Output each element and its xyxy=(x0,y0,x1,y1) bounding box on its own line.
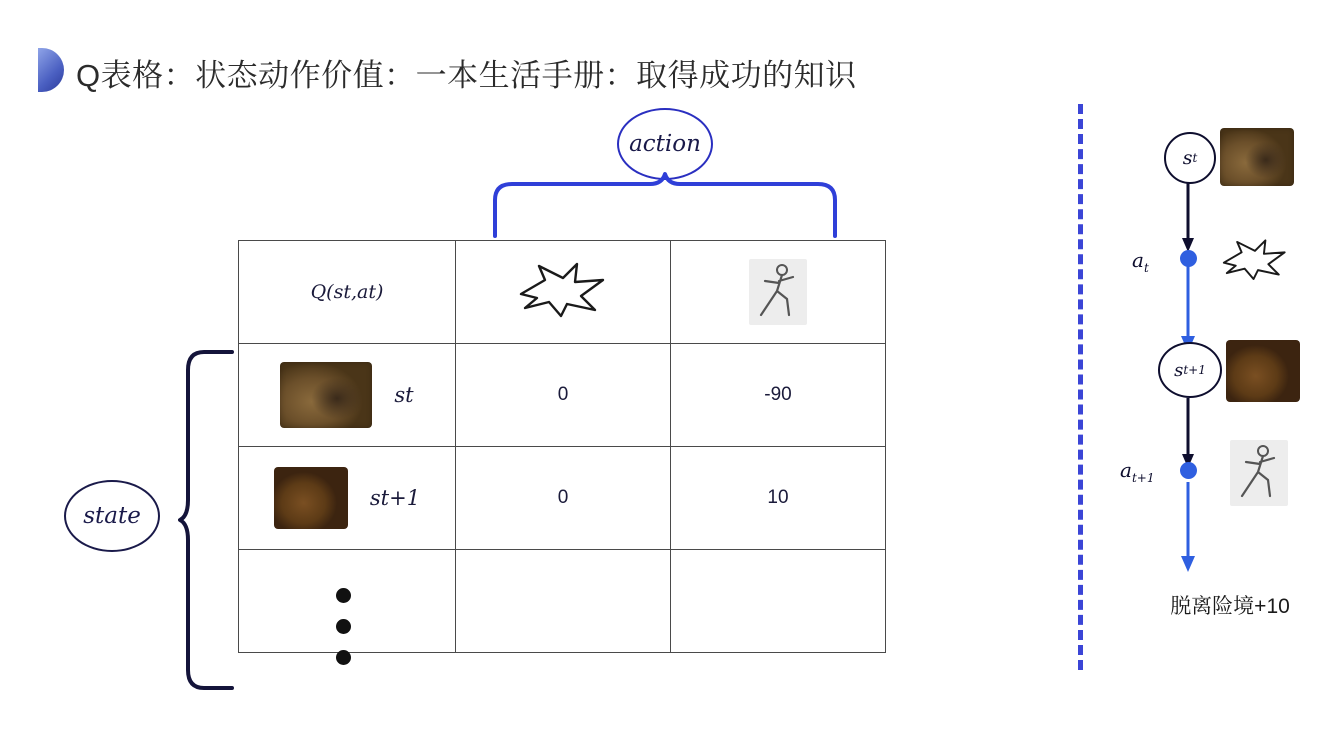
row-state-cell xyxy=(239,447,456,550)
chain-node-state-t1 xyxy=(1158,342,1222,398)
header-action-1 xyxy=(456,241,671,344)
header-action-2 xyxy=(671,241,886,344)
node-label: s xyxy=(1182,147,1193,169)
action-brace-icon xyxy=(490,170,840,240)
chain-caption: 脱离险境+10 xyxy=(1170,595,1290,618)
node-label: s xyxy=(1174,359,1184,381)
cell-value: 0 xyxy=(456,344,671,447)
node-label: a xyxy=(1120,458,1132,482)
ellipsis-cell xyxy=(456,550,671,653)
table-corner-cell xyxy=(239,241,456,344)
title-bullet-icon xyxy=(38,48,64,92)
chain-dot-action-t xyxy=(1180,250,1197,267)
node-sub: t+1 xyxy=(1131,471,1155,485)
chain-dot-action-t1 xyxy=(1180,462,1197,479)
row-state-cell xyxy=(239,344,456,447)
q-formula-label: Q(st,at) xyxy=(310,280,384,303)
table-row xyxy=(239,344,886,447)
arrow-fight-icon xyxy=(1216,236,1294,282)
state-symbol: st xyxy=(394,383,414,407)
cell-value: 10 xyxy=(671,447,886,550)
vertical-ellipsis-icon xyxy=(336,588,351,665)
bear-small-photo xyxy=(274,467,348,529)
node-sub: t+1 xyxy=(1183,363,1206,377)
chain-label-action-t1 xyxy=(1120,458,1154,485)
bear-small-photo xyxy=(1226,340,1300,402)
arrow-fight-icon xyxy=(515,258,611,320)
bear-roaring-photo xyxy=(280,362,372,428)
running-person-icon xyxy=(749,259,807,325)
table-row xyxy=(239,447,886,550)
table-header-row xyxy=(239,241,886,344)
section-divider xyxy=(1078,104,1083,670)
state-label-badge: state xyxy=(64,480,160,552)
bear-roaring-photo xyxy=(1220,128,1294,186)
cell-value: -90 xyxy=(671,344,886,447)
state-brace-icon xyxy=(178,348,238,692)
chain-node-state-t xyxy=(1164,132,1216,184)
action-label-badge: action xyxy=(617,108,713,180)
node-label: a xyxy=(1132,248,1144,272)
cell-value: 0 xyxy=(456,447,671,550)
page-title: Q表格：状态动作价值：一本生活手册：取得成功的知识 xyxy=(76,58,857,93)
chain-label-action-t xyxy=(1132,248,1149,275)
node-sub: t xyxy=(1192,151,1198,165)
state-symbol: st+1 xyxy=(369,486,421,510)
node-sub: t xyxy=(1143,261,1149,275)
running-person-icon xyxy=(1230,440,1288,506)
ellipsis-cell xyxy=(671,550,886,653)
trajectory-chain-diagram xyxy=(1120,110,1320,670)
